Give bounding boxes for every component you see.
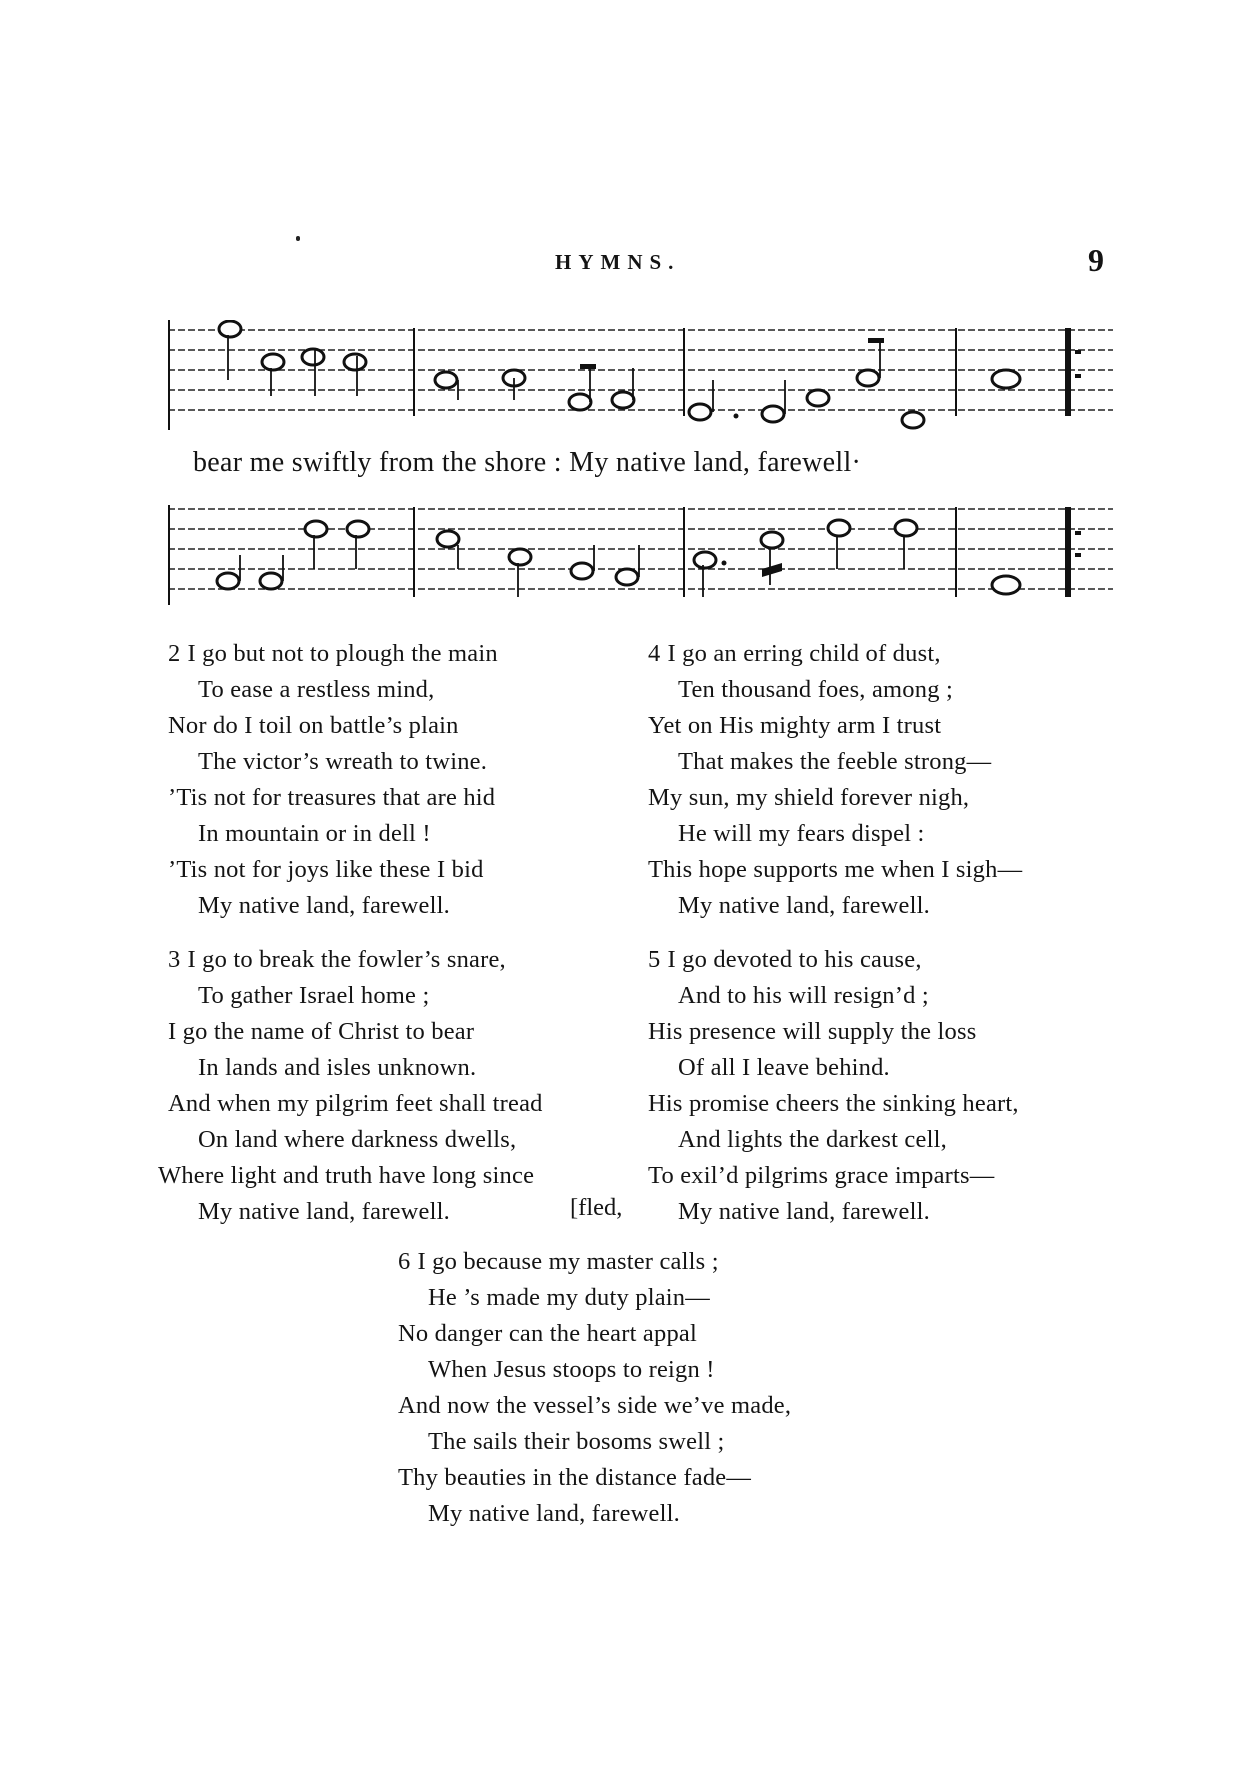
stanza-2	[168, 636, 498, 924]
stanza-line: When Jesus stoops to reign !	[428, 1356, 715, 1383]
stanza-line: My native land, farewell.	[678, 1198, 930, 1225]
stanza-line	[168, 636, 498, 672]
stanza-line: To gather Israel home ;	[198, 982, 430, 1009]
stanza-number: 2	[168, 640, 181, 667]
stanza-line: Ten thousand foes, among ;	[678, 676, 953, 703]
music-lyric: bear me swiftly from the shore : My native land, farewell·	[193, 447, 862, 478]
stanza-line: My native land, farewell.	[198, 1198, 450, 1225]
stanza-number: 5	[648, 946, 661, 973]
music-staff-upper	[168, 320, 1118, 430]
stanza-line: Of all I leave behind.	[678, 1054, 890, 1081]
stanza-number: 4	[648, 640, 661, 667]
stanza-line: ’Tis not for treasures that are hid	[168, 784, 496, 811]
stanza-line: Nor do I toil on battle’s plain	[168, 712, 459, 739]
stanza-line: To exil’d pilgrims grace imparts—	[648, 1162, 995, 1189]
stanza-4	[648, 636, 1022, 924]
stanza-number: 3	[168, 946, 181, 973]
stanza-line	[648, 636, 1022, 672]
staff-lower-graphic	[168, 505, 1118, 615]
stanza-line-text: I go because my master calls ;	[417, 1248, 719, 1275]
stanza-line: The sails their bosoms swell ;	[428, 1428, 725, 1455]
stanza-line: This hope supports me when I sigh—	[648, 856, 1023, 883]
stanza-line: In mountain or in dell !	[198, 820, 431, 847]
stanza-line: Yet on His mighty arm I trust	[648, 712, 942, 739]
stanza-number: 6	[398, 1248, 411, 1275]
page-number: 9	[1088, 242, 1104, 278]
stanza-line: And to his will resign’d ;	[678, 982, 929, 1009]
stanza-line: He ’s made my duty plain—	[428, 1284, 710, 1311]
stanza-line	[398, 1244, 791, 1280]
stanza-line: My native land, farewell.	[428, 1500, 680, 1527]
stanza-line: My native land, farewell.	[198, 892, 450, 919]
stanza-line: Thy beauties in the distance fade—	[398, 1464, 752, 1491]
stanza-line-text: I go an erring child of dust,	[667, 640, 941, 667]
stanza-line: And when my pilgrim feet shall tread	[168, 1090, 543, 1117]
stanza-line: That makes the feeble strong—	[678, 748, 992, 775]
stanza-line: My sun, my shield forever nigh,	[648, 784, 970, 811]
stanza-turnover: [fled,	[570, 1194, 623, 1221]
stanza-line: And lights the darkest cell,	[678, 1126, 947, 1153]
stanza-line: He will my fears dispel :	[678, 820, 925, 847]
stanza-line: In lands and isles unknown.	[198, 1054, 477, 1081]
stanza-6	[398, 1244, 791, 1532]
stanza-line: His promise cheers the sinking heart,	[648, 1090, 1019, 1117]
stanza-line: His presence will supply the loss	[648, 1018, 977, 1045]
stanza-line: ’Tis not for joys like these I bid	[168, 856, 484, 883]
stanza-line: To ease a restless mind,	[198, 676, 435, 703]
stanza-line: The victor’s wreath to twine.	[198, 748, 488, 775]
stanza-line: Where light and truth have long since	[158, 1162, 535, 1189]
stanza-line: No danger can the heart appal	[398, 1320, 697, 1347]
stanza-line: My native land, farewell.	[678, 892, 930, 919]
stanza-line-text: I go to break the fowler’s snare,	[187, 946, 506, 973]
running-title: HYMNS.	[555, 250, 681, 274]
stanza-3	[158, 942, 543, 1230]
stanza-line	[648, 942, 1019, 978]
music-staff-lower	[168, 505, 1118, 615]
ink-speck	[296, 236, 300, 241]
stanza-5	[648, 942, 1019, 1230]
stanza-line	[168, 942, 543, 978]
page-header	[0, 242, 1259, 288]
staff-upper-graphic	[168, 320, 1118, 430]
stanza-line: And now the vessel’s side we’ve made,	[398, 1392, 792, 1419]
stanza-line-text: I go devoted to his cause,	[667, 946, 922, 973]
stanza-line: On land where darkness dwells,	[198, 1126, 517, 1153]
stanza-line-text: I go but not to plough the main	[187, 640, 498, 667]
stanza-line: I go the name of Christ to bear	[168, 1018, 475, 1045]
